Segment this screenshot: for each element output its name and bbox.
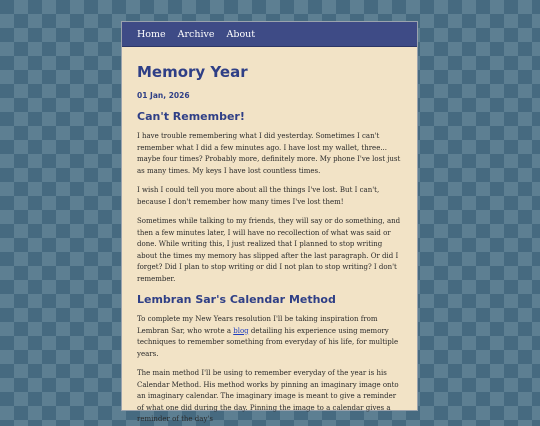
blog-link[interactable]: blog [233, 326, 249, 335]
section-heading-cant-remember: Can't Remember! [137, 110, 245, 123]
page-container [121, 21, 418, 423]
post-date: 01 Jan, 2026 [137, 91, 190, 100]
nav-archive-link[interactable]: Archive [177, 28, 215, 40]
paragraph: The main method I'll be using to remember everyday of the year is his Calendar Method. His method works by pinning an imaginary image onto an imaginary calendar. The imaginary image is meant to give a reminder of what one did during the day. Pinning the image to a calendar gives a reminder of the day's [137, 369, 399, 423]
post-title: Memory Year [137, 63, 248, 81]
post-content [122, 47, 417, 426]
paragraph: I have trouble remembering what I did yesterday. Sometimes I can't remember what I did a few minutes ago. I have lost my wallet, three... maybe four times? Probably more, definitely more. My phone I've lost just as many times. My keys I have lost countless times. [137, 132, 401, 175]
paragraph-text: To complete my New Years resolution I'll be taking inspiration from Lembran Sar, who wrote a [137, 315, 378, 335]
nav-about-link[interactable]: About [226, 28, 256, 40]
nav-home-link[interactable]: Home [137, 28, 166, 40]
paragraph: I wish I could tell you more about all the things I've lost. But I can't, because I don't remember how many times I've lost them! [137, 186, 380, 206]
paragraph: Sometimes while talking to my friends, they will say or do something, and then a few minutes later, I will have no recollection of what was said or done. While writing this, I just realized that I planned to stop writing about the times my memory has slipped after the last paragraph. Or did I forget? Did I plan to stop writing or did I not plan to stop writing? I don't remember. [137, 217, 401, 283]
paragraph [137, 314, 402, 360]
paragraph-text: detailing his experience using memory techniques to remember something from everyday of his life, for multiple years. [137, 326, 399, 358]
top-nav [122, 22, 417, 47]
section-heading-calendar-method: Lembran Sar's Calendar Method [137, 293, 336, 306]
